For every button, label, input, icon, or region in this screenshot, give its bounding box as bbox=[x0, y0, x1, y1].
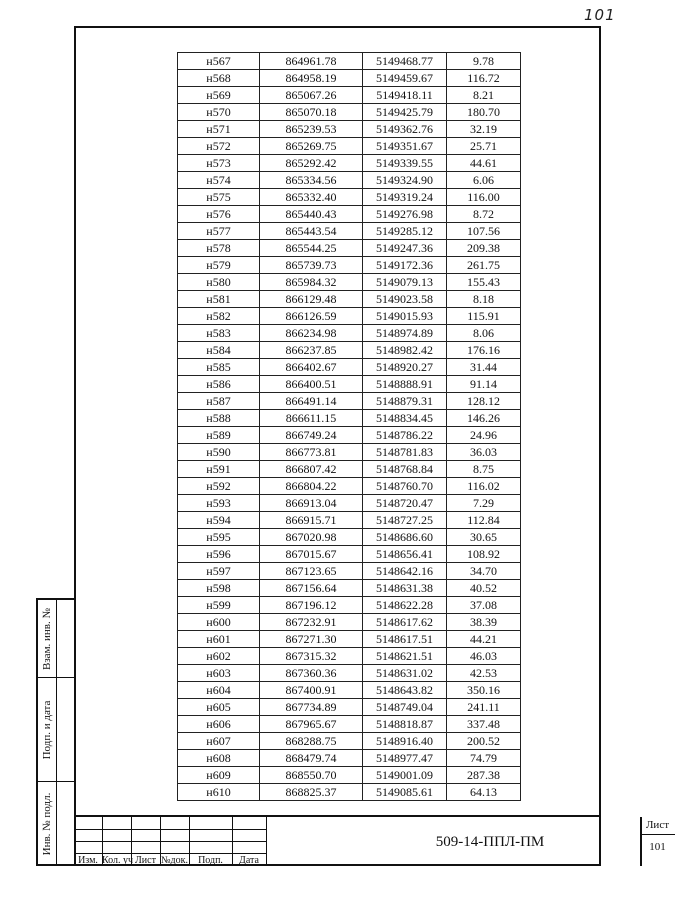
sheet-number: 101 bbox=[649, 841, 666, 853]
y-coordinate-cell: 5148760.70 bbox=[363, 478, 447, 495]
table-row bbox=[178, 495, 521, 512]
point-name-cell: н577 bbox=[178, 223, 260, 240]
table-row bbox=[178, 784, 521, 801]
table-row bbox=[178, 699, 521, 716]
distance-cell: 261.75 bbox=[447, 257, 521, 274]
y-coordinate-cell: 5149285.12 bbox=[363, 223, 447, 240]
table-row bbox=[178, 274, 521, 291]
y-coordinate-cell: 5148631.38 bbox=[363, 580, 447, 597]
table-row bbox=[178, 648, 521, 665]
sheet-label: Лист bbox=[645, 819, 670, 831]
distance-cell: 155.43 bbox=[447, 274, 521, 291]
x-coordinate-cell: 865440.43 bbox=[260, 206, 363, 223]
table-row bbox=[178, 87, 521, 104]
table-row bbox=[178, 427, 521, 444]
table-row bbox=[178, 682, 521, 699]
y-coordinate-cell: 5148974.89 bbox=[363, 325, 447, 342]
distance-cell: 42.53 bbox=[447, 665, 521, 682]
y-coordinate-cell: 5148920.27 bbox=[363, 359, 447, 376]
distance-cell: 115.91 bbox=[447, 308, 521, 325]
distance-cell: 38.39 bbox=[447, 614, 521, 631]
x-coordinate-cell: 866611.15 bbox=[260, 410, 363, 427]
y-coordinate-cell: 5149247.36 bbox=[363, 240, 447, 257]
point-name-cell: н585 bbox=[178, 359, 260, 376]
y-coordinate-cell: 5148642.16 bbox=[363, 563, 447, 580]
column-list: Лист bbox=[135, 855, 156, 866]
point-name-cell: н576 bbox=[178, 206, 260, 223]
y-coordinate-cell: 5149324.90 bbox=[363, 172, 447, 189]
table-row bbox=[178, 189, 521, 206]
point-name-cell: н589 bbox=[178, 427, 260, 444]
x-coordinate-cell: 866234.98 bbox=[260, 325, 363, 342]
table-row bbox=[178, 308, 521, 325]
point-name-cell: н606 bbox=[178, 716, 260, 733]
x-coordinate-cell: 867232.91 bbox=[260, 614, 363, 631]
y-coordinate-cell: 5148818.87 bbox=[363, 716, 447, 733]
x-coordinate-cell: 865984.32 bbox=[260, 274, 363, 291]
y-coordinate-cell: 5149085.61 bbox=[363, 784, 447, 801]
table-row bbox=[178, 104, 521, 121]
point-name-cell: н572 bbox=[178, 138, 260, 155]
y-coordinate-cell: 5149276.98 bbox=[363, 206, 447, 223]
table-row bbox=[178, 240, 521, 257]
x-coordinate-cell: 864961.78 bbox=[260, 53, 363, 70]
table-row bbox=[178, 155, 521, 172]
y-coordinate-cell: 5149172.36 bbox=[363, 257, 447, 274]
y-coordinate-cell: 5148834.45 bbox=[363, 410, 447, 427]
distance-cell: 116.02 bbox=[447, 478, 521, 495]
document-code: 509-14-ППЛ-ПМ bbox=[435, 834, 545, 850]
y-coordinate-cell: 5148916.40 bbox=[363, 733, 447, 750]
point-name-cell: н591 bbox=[178, 461, 260, 478]
y-coordinate-cell: 5148781.83 bbox=[363, 444, 447, 461]
y-coordinate-cell: 5149425.79 bbox=[363, 104, 447, 121]
x-coordinate-cell: 865070.18 bbox=[260, 104, 363, 121]
x-coordinate-cell: 868288.75 bbox=[260, 733, 363, 750]
table-row bbox=[178, 461, 521, 478]
distance-cell: 108.92 bbox=[447, 546, 521, 563]
x-coordinate-cell: 867271.30 bbox=[260, 631, 363, 648]
table-row bbox=[178, 529, 521, 546]
point-name-cell: н610 bbox=[178, 784, 260, 801]
table-row bbox=[178, 546, 521, 563]
y-coordinate-cell: 5149079.13 bbox=[363, 274, 447, 291]
distance-cell: 200.52 bbox=[447, 733, 521, 750]
distance-cell: 176.16 bbox=[447, 342, 521, 359]
point-name-cell: н578 bbox=[178, 240, 260, 257]
distance-cell: 9.78 bbox=[447, 53, 521, 70]
x-coordinate-cell: 867315.32 bbox=[260, 648, 363, 665]
point-name-cell: н583 bbox=[178, 325, 260, 342]
x-coordinate-cell: 866402.67 bbox=[260, 359, 363, 376]
table-row bbox=[178, 172, 521, 189]
side-stamp-cell-original bbox=[38, 782, 74, 866]
coordinates-table-body bbox=[178, 53, 521, 801]
table-row bbox=[178, 359, 521, 376]
y-coordinate-cell: 5149319.24 bbox=[363, 189, 447, 206]
distance-cell: 180.70 bbox=[447, 104, 521, 121]
table-row bbox=[178, 325, 521, 342]
table-row bbox=[178, 767, 521, 784]
table-row bbox=[178, 750, 521, 767]
x-coordinate-cell: 867015.67 bbox=[260, 546, 363, 563]
distance-cell: 44.21 bbox=[447, 631, 521, 648]
distance-cell: 46.03 bbox=[447, 648, 521, 665]
x-coordinate-cell: 867734.89 bbox=[260, 699, 363, 716]
x-coordinate-cell: 866804.22 bbox=[260, 478, 363, 495]
table-row bbox=[178, 342, 521, 359]
y-coordinate-cell: 5148631.02 bbox=[363, 665, 447, 682]
point-name-cell: н568 bbox=[178, 70, 260, 87]
point-name-cell: н602 bbox=[178, 648, 260, 665]
side-stamp bbox=[36, 598, 74, 866]
table-row bbox=[178, 631, 521, 648]
point-name-cell: н587 bbox=[178, 393, 260, 410]
distance-cell: 116.72 bbox=[447, 70, 521, 87]
point-name-cell: н586 bbox=[178, 376, 260, 393]
table-row bbox=[178, 376, 521, 393]
table-row bbox=[178, 393, 521, 410]
distance-cell: 25.71 bbox=[447, 138, 521, 155]
side-stamp-label: Взам. инв. № bbox=[41, 607, 53, 670]
table-row bbox=[178, 512, 521, 529]
x-coordinate-cell: 866913.04 bbox=[260, 495, 363, 512]
point-name-cell: н582 bbox=[178, 308, 260, 325]
distance-cell: 30.65 bbox=[447, 529, 521, 546]
table-row bbox=[178, 410, 521, 427]
column-data: Дата bbox=[239, 855, 259, 866]
x-coordinate-cell: 865739.73 bbox=[260, 257, 363, 274]
point-name-cell: н574 bbox=[178, 172, 260, 189]
point-name-cell: н569 bbox=[178, 87, 260, 104]
table-row bbox=[178, 291, 521, 308]
x-coordinate-cell: 866237.85 bbox=[260, 342, 363, 359]
y-coordinate-cell: 5148656.41 bbox=[363, 546, 447, 563]
x-coordinate-cell: 867965.67 bbox=[260, 716, 363, 733]
distance-cell: 241.11 bbox=[447, 699, 521, 716]
point-name-cell: н594 bbox=[178, 512, 260, 529]
distance-cell: 107.56 bbox=[447, 223, 521, 240]
y-coordinate-cell: 5148888.91 bbox=[363, 376, 447, 393]
point-name-cell: н605 bbox=[178, 699, 260, 716]
x-coordinate-cell: 867156.64 bbox=[260, 580, 363, 597]
distance-cell: 34.70 bbox=[447, 563, 521, 580]
distance-cell: 337.48 bbox=[447, 716, 521, 733]
column-podp: Подп. bbox=[198, 855, 223, 866]
table-row bbox=[178, 563, 521, 580]
point-name-cell: н601 bbox=[178, 631, 260, 648]
x-coordinate-cell: 866126.59 bbox=[260, 308, 363, 325]
distance-cell: 44.61 bbox=[447, 155, 521, 172]
table-row bbox=[178, 444, 521, 461]
x-coordinate-cell: 867020.98 bbox=[260, 529, 363, 546]
point-name-cell: н588 bbox=[178, 410, 260, 427]
y-coordinate-cell: 5148977.47 bbox=[363, 750, 447, 767]
y-coordinate-cell: 5149459.67 bbox=[363, 70, 447, 87]
y-coordinate-cell: 5148749.04 bbox=[363, 699, 447, 716]
y-coordinate-cell: 5149362.76 bbox=[363, 121, 447, 138]
y-coordinate-cell: 5148617.51 bbox=[363, 631, 447, 648]
y-coordinate-cell: 5148686.60 bbox=[363, 529, 447, 546]
distance-cell: 8.72 bbox=[447, 206, 521, 223]
point-name-cell: н567 bbox=[178, 53, 260, 70]
distance-cell: 8.75 bbox=[447, 461, 521, 478]
y-coordinate-cell: 5149015.93 bbox=[363, 308, 447, 325]
x-coordinate-cell: 867400.91 bbox=[260, 682, 363, 699]
table-row bbox=[178, 733, 521, 750]
point-name-cell: н581 bbox=[178, 291, 260, 308]
x-coordinate-cell: 865544.25 bbox=[260, 240, 363, 257]
x-coordinate-cell: 865334.56 bbox=[260, 172, 363, 189]
y-coordinate-cell: 5148621.51 bbox=[363, 648, 447, 665]
point-name-cell: н607 bbox=[178, 733, 260, 750]
point-name-cell: н597 bbox=[178, 563, 260, 580]
distance-cell: 32.19 bbox=[447, 121, 521, 138]
distance-cell: 112.84 bbox=[447, 512, 521, 529]
y-coordinate-cell: 5148727.25 bbox=[363, 512, 447, 529]
table-row bbox=[178, 70, 521, 87]
column-ndok: №док. bbox=[161, 855, 188, 866]
point-name-cell: н600 bbox=[178, 614, 260, 631]
side-stamp-cell-signature bbox=[38, 678, 74, 782]
side-stamp-label: Инв. № подл. bbox=[41, 792, 53, 856]
x-coordinate-cell: 865443.54 bbox=[260, 223, 363, 240]
x-coordinate-cell: 866129.48 bbox=[260, 291, 363, 308]
x-coordinate-cell: 867123.65 bbox=[260, 563, 363, 580]
y-coordinate-cell: 5149023.58 bbox=[363, 291, 447, 308]
distance-cell: 116.00 bbox=[447, 189, 521, 206]
corner-page-number: 101 bbox=[584, 6, 616, 24]
side-stamp-label: Подп. и дата bbox=[41, 700, 53, 759]
table-row bbox=[178, 478, 521, 495]
distance-cell: 31.44 bbox=[447, 359, 521, 376]
point-name-cell: н570 bbox=[178, 104, 260, 121]
point-name-cell: н599 bbox=[178, 597, 260, 614]
point-name-cell: н608 bbox=[178, 750, 260, 767]
point-name-cell: н575 bbox=[178, 189, 260, 206]
point-name-cell: н596 bbox=[178, 546, 260, 563]
distance-cell: 350.16 bbox=[447, 682, 521, 699]
x-coordinate-cell: 865292.42 bbox=[260, 155, 363, 172]
y-coordinate-cell: 5148982.42 bbox=[363, 342, 447, 359]
x-coordinate-cell: 865269.75 bbox=[260, 138, 363, 155]
table-row bbox=[178, 223, 521, 240]
point-name-cell: н598 bbox=[178, 580, 260, 597]
table-row bbox=[178, 614, 521, 631]
distance-cell: 8.18 bbox=[447, 291, 521, 308]
distance-cell: 37.08 bbox=[447, 597, 521, 614]
x-coordinate-cell: 865332.40 bbox=[260, 189, 363, 206]
x-coordinate-cell: 868550.70 bbox=[260, 767, 363, 784]
x-coordinate-cell: 868479.74 bbox=[260, 750, 363, 767]
y-coordinate-cell: 5148643.82 bbox=[363, 682, 447, 699]
table-row bbox=[178, 257, 521, 274]
point-name-cell: н580 bbox=[178, 274, 260, 291]
y-coordinate-cell: 5148768.84 bbox=[363, 461, 447, 478]
x-coordinate-cell: 866491.14 bbox=[260, 393, 363, 410]
y-coordinate-cell: 5148786.22 bbox=[363, 427, 447, 444]
x-coordinate-cell: 864958.19 bbox=[260, 70, 363, 87]
y-coordinate-cell: 5149339.55 bbox=[363, 155, 447, 172]
y-coordinate-cell: 5149351.67 bbox=[363, 138, 447, 155]
x-coordinate-cell: 866400.51 bbox=[260, 376, 363, 393]
table-row bbox=[178, 580, 521, 597]
table-row bbox=[178, 665, 521, 682]
side-stamp-cell-replacement bbox=[38, 600, 74, 678]
x-coordinate-cell: 867360.36 bbox=[260, 665, 363, 682]
table-row bbox=[178, 53, 521, 70]
distance-cell: 36.03 bbox=[447, 444, 521, 461]
point-name-cell: н579 bbox=[178, 257, 260, 274]
x-coordinate-cell: 866749.24 bbox=[260, 427, 363, 444]
table-row bbox=[178, 138, 521, 155]
column-izm: Изм. bbox=[78, 855, 98, 866]
distance-cell: 146.26 bbox=[447, 410, 521, 427]
x-coordinate-cell: 866915.71 bbox=[260, 512, 363, 529]
distance-cell: 128.12 bbox=[447, 393, 521, 410]
point-name-cell: н595 bbox=[178, 529, 260, 546]
y-coordinate-cell: 5148617.62 bbox=[363, 614, 447, 631]
y-coordinate-cell: 5148879.31 bbox=[363, 393, 447, 410]
distance-cell: 24.96 bbox=[447, 427, 521, 444]
y-coordinate-cell: 5149418.11 bbox=[363, 87, 447, 104]
table-row bbox=[178, 716, 521, 733]
point-name-cell: н590 bbox=[178, 444, 260, 461]
distance-cell: 6.06 bbox=[447, 172, 521, 189]
distance-cell: 7.29 bbox=[447, 495, 521, 512]
point-name-cell: н592 bbox=[178, 478, 260, 495]
distance-cell: 40.52 bbox=[447, 580, 521, 597]
y-coordinate-cell: 5148622.28 bbox=[363, 597, 447, 614]
y-coordinate-cell: 5149468.77 bbox=[363, 53, 447, 70]
point-name-cell: н593 bbox=[178, 495, 260, 512]
distance-cell: 287.38 bbox=[447, 767, 521, 784]
x-coordinate-cell: 865067.26 bbox=[260, 87, 363, 104]
y-coordinate-cell: 5149001.09 bbox=[363, 767, 447, 784]
table-row bbox=[178, 121, 521, 138]
point-name-cell: н609 bbox=[178, 767, 260, 784]
point-name-cell: н584 bbox=[178, 342, 260, 359]
x-coordinate-cell: 866773.81 bbox=[260, 444, 363, 461]
point-name-cell: н603 bbox=[178, 665, 260, 682]
table-row bbox=[178, 206, 521, 223]
distance-cell: 209.38 bbox=[447, 240, 521, 257]
x-coordinate-cell: 866807.42 bbox=[260, 461, 363, 478]
point-name-cell: н573 bbox=[178, 155, 260, 172]
x-coordinate-cell: 868825.37 bbox=[260, 784, 363, 801]
column-kol-uch: Кол. уч bbox=[102, 855, 134, 866]
distance-cell: 91.14 bbox=[447, 376, 521, 393]
distance-cell: 64.13 bbox=[447, 784, 521, 801]
y-coordinate-cell: 5148720.47 bbox=[363, 495, 447, 512]
coordinates-table bbox=[177, 52, 521, 801]
distance-cell: 8.21 bbox=[447, 87, 521, 104]
x-coordinate-cell: 865239.53 bbox=[260, 121, 363, 138]
x-coordinate-cell: 867196.12 bbox=[260, 597, 363, 614]
distance-cell: 74.79 bbox=[447, 750, 521, 767]
point-name-cell: н571 bbox=[178, 121, 260, 138]
point-name-cell: н604 bbox=[178, 682, 260, 699]
distance-cell: 8.06 bbox=[447, 325, 521, 342]
table-row bbox=[178, 597, 521, 614]
title-block bbox=[74, 815, 670, 866]
